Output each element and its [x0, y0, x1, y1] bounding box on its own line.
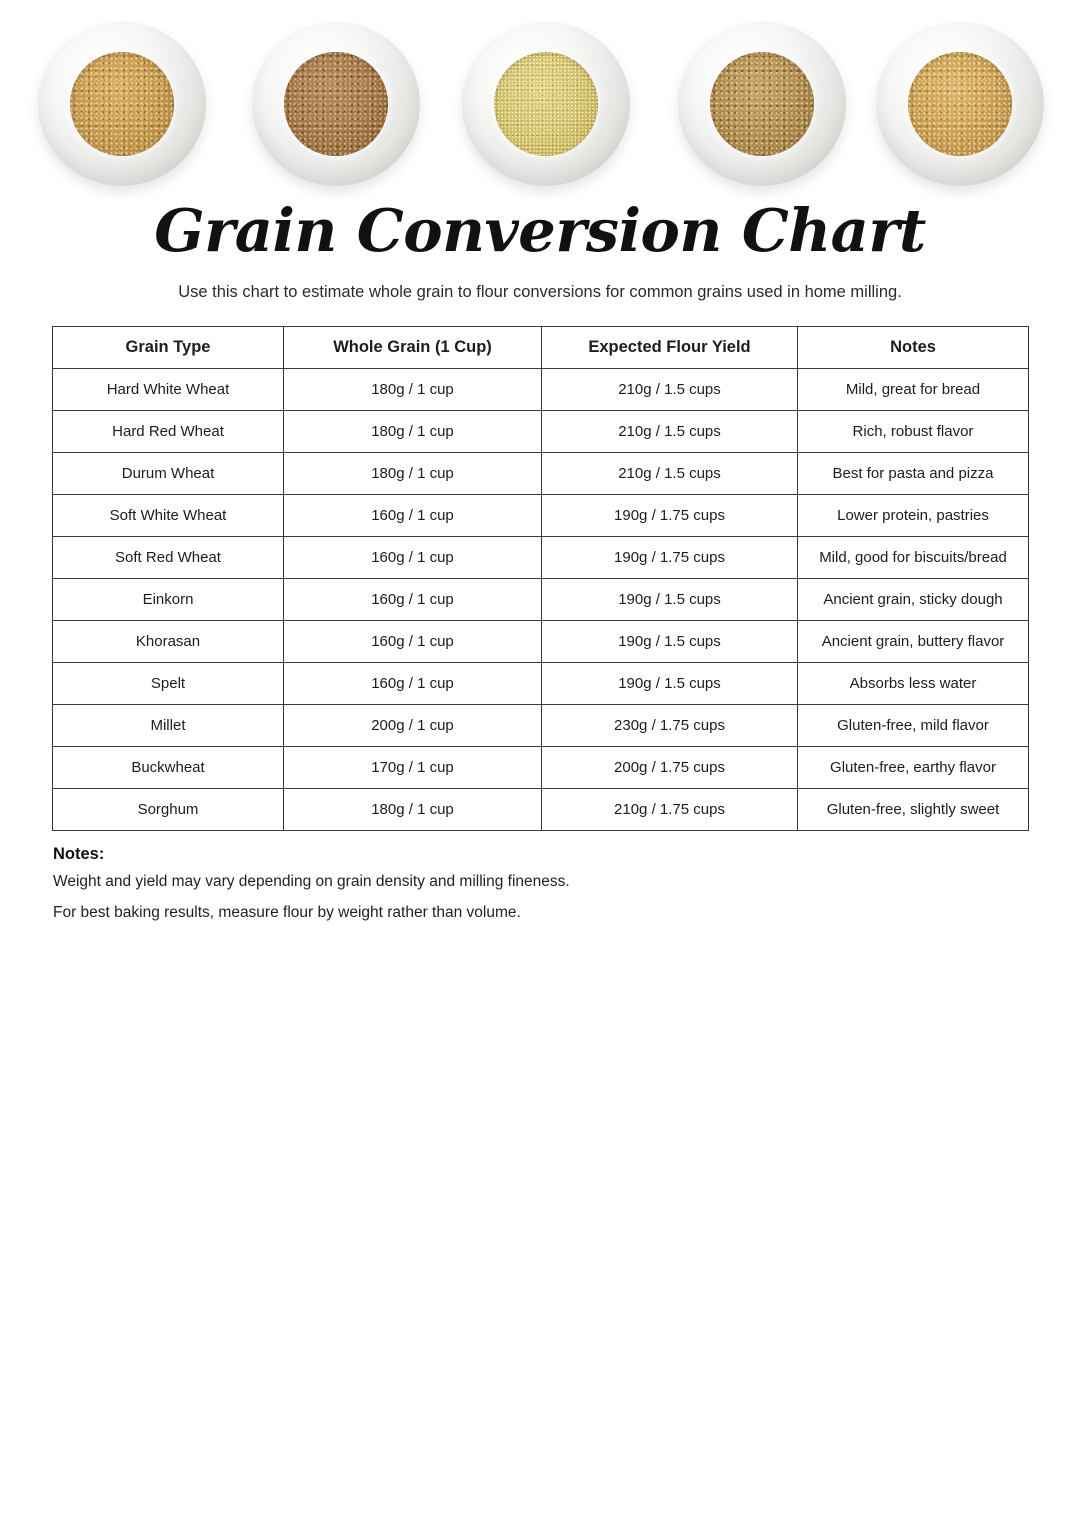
cell-flour-yield: 190g / 1.75 cups — [542, 495, 798, 537]
cell-grain-type: Einkorn — [53, 579, 284, 621]
bowl-grain-2 — [252, 22, 420, 186]
bowl-grain-1 — [38, 22, 206, 186]
table-body — [53, 369, 1029, 831]
cell-whole-grain: 170g / 1 cup — [284, 747, 542, 789]
cell-flour-yield: 190g / 1.5 cups — [542, 579, 798, 621]
cell-grain-type: Soft Red Wheat — [53, 537, 284, 579]
cell-whole-grain: 160g / 1 cup — [284, 537, 542, 579]
cell-notes: Ancient grain, sticky dough — [798, 579, 1029, 621]
grain-conversion-table-wrapper — [52, 326, 1028, 831]
cell-grain-type: Spelt — [53, 663, 284, 705]
cell-notes: Gluten-free, mild flavor — [798, 705, 1029, 747]
cell-whole-grain: 180g / 1 cup — [284, 789, 542, 831]
cell-grain-type: Sorghum — [53, 789, 284, 831]
cell-grain-type: Millet — [53, 705, 284, 747]
cell-flour-yield: 190g / 1.5 cups — [542, 621, 798, 663]
table-row — [53, 495, 1029, 537]
table-row — [53, 369, 1029, 411]
table-row — [53, 537, 1029, 579]
grain-fill-3 — [494, 52, 598, 157]
grain-conversion-table — [52, 326, 1029, 831]
page-title: Grain Conversion Chart — [154, 196, 926, 265]
notes-line-1: Weight and yield may vary depending on grain density and milling fineness. — [53, 873, 570, 890]
cell-notes: Lower protein, pastries — [798, 495, 1029, 537]
column-header-whole-grain: Whole Grain (1 Cup) — [284, 327, 542, 369]
bowl-grain-5 — [876, 22, 1044, 186]
notes-line-2: For best baking results, measure flour by weight rather than volume. — [53, 904, 521, 921]
grain-fill-4 — [710, 52, 814, 157]
cell-notes: Gluten-free, earthy flavor — [798, 747, 1029, 789]
bowl-grain-3 — [462, 22, 630, 186]
grain-fill-2 — [284, 52, 388, 157]
cell-flour-yield: 210g / 1.75 cups — [542, 789, 798, 831]
cell-whole-grain: 200g / 1 cup — [284, 705, 542, 747]
table-row — [53, 705, 1029, 747]
cell-grain-type: Soft White Wheat — [53, 495, 284, 537]
notes-section — [53, 845, 753, 935]
grain-fill-1 — [70, 52, 174, 157]
notes-heading: Notes: — [53, 845, 105, 863]
table-row — [53, 453, 1029, 495]
grain-fill-5 — [908, 52, 1012, 157]
cell-notes: Absorbs less water — [798, 663, 1029, 705]
cell-flour-yield: 200g / 1.75 cups — [542, 747, 798, 789]
column-header-flour-yield: Expected Flour Yield — [542, 327, 798, 369]
cell-whole-grain: 180g / 1 cup — [284, 411, 542, 453]
cell-notes: Ancient grain, buttery flavor — [798, 621, 1029, 663]
cell-notes: Mild, great for bread — [798, 369, 1029, 411]
cell-flour-yield: 210g / 1.5 cups — [542, 369, 798, 411]
cell-grain-type: Hard Red Wheat — [53, 411, 284, 453]
bowl-grain-4 — [678, 22, 846, 186]
cell-grain-type: Khorasan — [53, 621, 284, 663]
cell-flour-yield: 230g / 1.75 cups — [542, 705, 798, 747]
cell-whole-grain: 180g / 1 cup — [284, 369, 542, 411]
cell-flour-yield: 210g / 1.5 cups — [542, 411, 798, 453]
cell-whole-grain: 160g / 1 cup — [284, 495, 542, 537]
cell-notes: Best for pasta and pizza — [798, 453, 1029, 495]
cell-notes: Rich, robust flavor — [798, 411, 1029, 453]
cell-flour-yield: 210g / 1.5 cups — [542, 453, 798, 495]
cell-grain-type: Durum Wheat — [53, 453, 284, 495]
cell-whole-grain: 180g / 1 cup — [284, 453, 542, 495]
table-row — [53, 411, 1029, 453]
cell-whole-grain: 160g / 1 cup — [284, 663, 542, 705]
column-header-grain-type: Grain Type — [53, 327, 284, 369]
column-header-notes: Notes — [798, 327, 1029, 369]
cell-notes: Gluten-free, slightly sweet — [798, 789, 1029, 831]
table-row — [53, 789, 1029, 831]
table-row — [53, 663, 1029, 705]
cell-notes: Mild, good for biscuits/bread — [798, 537, 1029, 579]
page-subtitle: Use this chart to estimate whole grain to flour conversions for common grains used in home milling. — [178, 283, 902, 301]
cell-whole-grain: 160g / 1 cup — [284, 579, 542, 621]
cell-grain-type: Buckwheat — [53, 747, 284, 789]
cell-flour-yield: 190g / 1.5 cups — [542, 663, 798, 705]
grain-bowls-strip — [0, 22, 1080, 192]
table-header-row — [53, 327, 1029, 369]
table-row — [53, 621, 1029, 663]
table-row — [53, 579, 1029, 621]
cell-whole-grain: 160g / 1 cup — [284, 621, 542, 663]
cell-flour-yield: 190g / 1.75 cups — [542, 537, 798, 579]
table-row — [53, 747, 1029, 789]
cell-grain-type: Hard White Wheat — [53, 369, 284, 411]
